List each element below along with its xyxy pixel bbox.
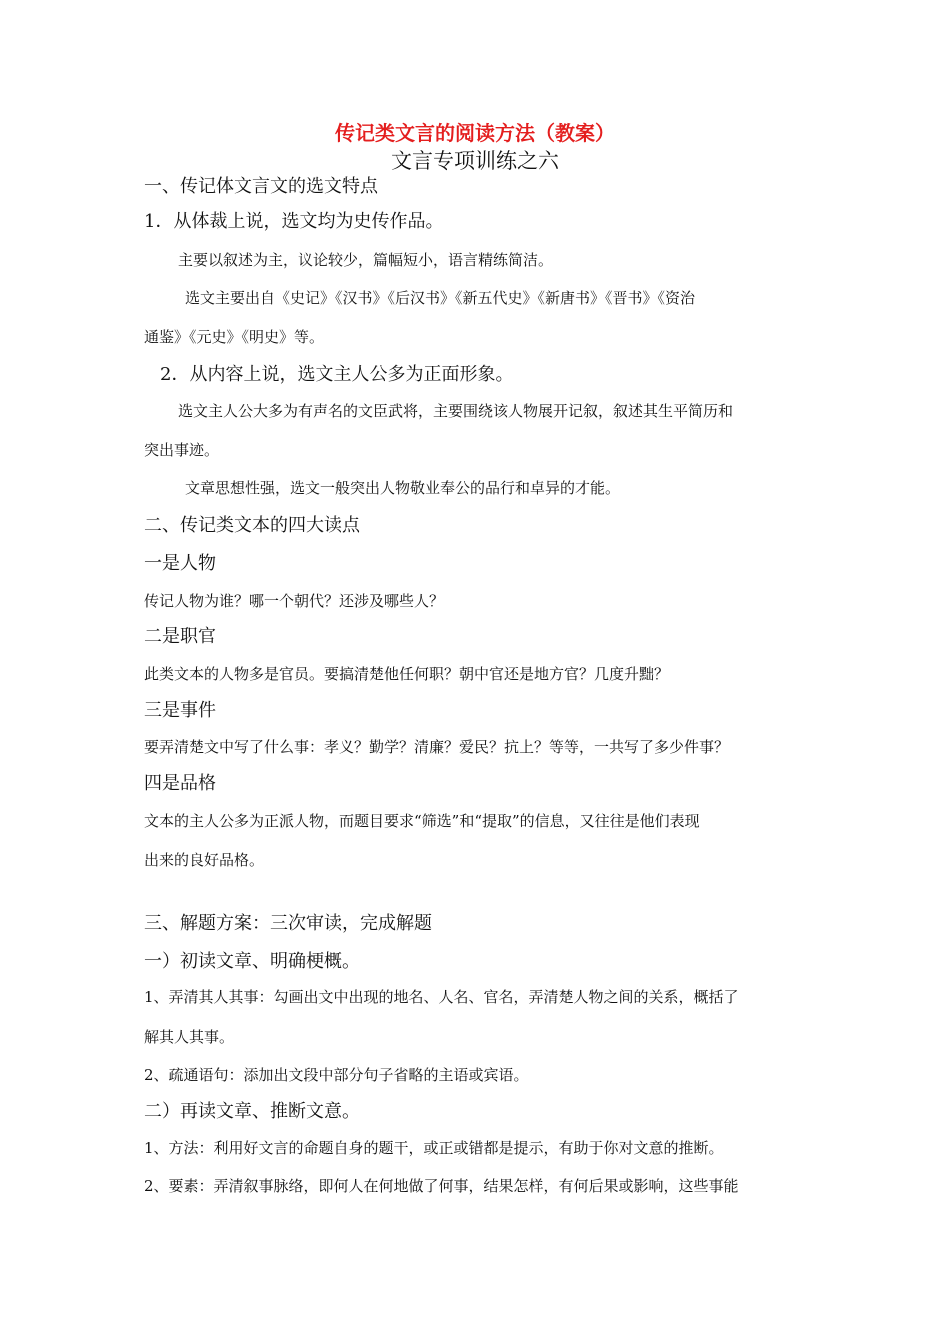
reading-point-heading: 二是职官 xyxy=(144,626,216,647)
subsection-heading: 一）初读文章、明确梗概。 xyxy=(144,951,360,972)
paragraph-line: 此类文本的人物多是官员。要搞清楚他任何职？朝中官还是地方官？几度升黜？ xyxy=(144,665,670,683)
paragraph-line: 突出事迹。 xyxy=(144,441,220,459)
section-heading: 一、传记体文言文的选文特点 xyxy=(144,176,378,197)
subsection-heading: 二）再读文章、推断文意。 xyxy=(144,1101,360,1122)
paragraph-line: 1、弄清其人其事：勾画出文中出现的地名、人名、官名，弄清楚人物之间的关系，概括了 xyxy=(144,988,739,1006)
reading-point-heading: 三是事件 xyxy=(144,700,216,721)
document-title: 传记类文言的阅读方法（教案） xyxy=(335,121,615,145)
paragraph-line: 1、方法：利用好文言的命题自身的题干，或正或错都是提示，有助于你对文意的推断。 xyxy=(144,1139,724,1157)
paragraph-line: 文本的主人公多为正派人物，而题目要求“筛选”和“提取”的信息，又往往是他们表现 xyxy=(144,812,700,830)
paragraph-line: 主要以叙述为主，议论较少，篇幅短小，语言精练简洁。 xyxy=(178,251,554,269)
paragraph-line: 2、要素：弄清叙事脉络，即何人在何地做了何事，结果怎样，有何后果或影响，这些事能 xyxy=(144,1177,739,1195)
paragraph-line: 选文主要出自《史记》《汉书》《后汉书》《新五代史》《新唐书》《晋书》《资治 xyxy=(185,289,696,307)
paragraph-line: 文章思想性强，选文一般突出人物敬业奉公的品行和卓异的才能。 xyxy=(185,479,621,497)
section-heading: 二、传记类文本的四大读点 xyxy=(144,515,360,536)
document-subtitle: 文言专项训练之六 xyxy=(391,149,559,173)
section-heading: 三、解题方案：三次审读，完成解题 xyxy=(144,913,432,934)
paragraph-line: 通鉴》《元史》《明史》等。 xyxy=(144,328,325,346)
paragraph-line: 选文主人公大多为有声名的文臣武将，主要围绕该人物展开记叙，叙述其生平简历和 xyxy=(178,402,734,420)
reading-point-heading: 一是人物 xyxy=(144,553,216,574)
paragraph-line: 出来的良好品格。 xyxy=(144,851,265,869)
paragraph-line: 传记人物为谁？哪一个朝代？还涉及哪些人？ xyxy=(144,592,445,610)
paragraph-line: 2、疏通语句：添加出文段中部分句子省略的主语或宾语。 xyxy=(144,1066,529,1084)
paragraph-line: 要弄清楚文中写了什么事：孝义？勤学？清廉？爱民？抗上？等等，一共写了多少件事？ xyxy=(144,738,730,756)
subsection-heading: 2．从内容上说，选文主人公多为正面形象。 xyxy=(160,364,514,385)
subsection-heading: 1．从体裁上说，选文均为史传作品。 xyxy=(144,211,444,232)
paragraph-line: 解其人其事。 xyxy=(144,1028,235,1046)
reading-point-heading: 四是品格 xyxy=(144,773,216,794)
